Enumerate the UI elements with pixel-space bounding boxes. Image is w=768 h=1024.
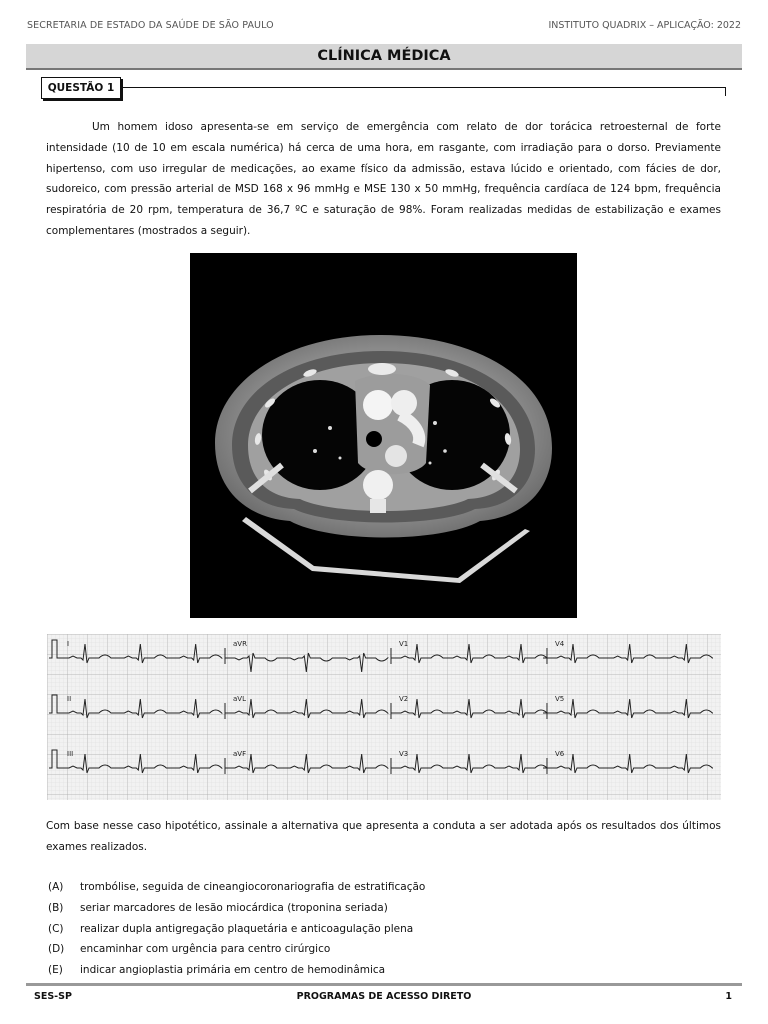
option-text: trombólise, seguida de cineangiocoronariografia de estratificação: [80, 881, 426, 893]
ecg-lead-label: aVL: [233, 695, 246, 703]
ecg-lead-label: III: [67, 750, 74, 758]
question-prompt: Com base nesse caso hipotético, assinale a alternativa que apresenta a conduta a ser adotada após os resultados dos últimos exames realizados.: [46, 820, 721, 853]
option-c[interactable]: [48, 919, 728, 940]
ecg-lead-label: V3: [399, 750, 409, 758]
question-rule: [123, 87, 726, 88]
ecg-tracing-image: [47, 634, 721, 800]
ecg-lead-label: V5: [555, 695, 565, 703]
case-text: Um homem idoso apresenta-se em serviço de emergência com relato de dor torácica retroesternal de forte intensidade (10 de 10 em escala numérica) há cerca de uma hora, em rasgante, com irradiação para o dorso. Previamente hipertenso, com uso irregular de medicações, ao exame físico da admissão, estava lúcido e orientado, com fácies de dor, sudoreico, com pressão arterial de MSD 168 x 96 mmHg e MSE 130 x 50 mmHg, frequência cardíaca de 124 bpm, frequência respiratória de 20 rpm, temperatura de 36,7 ºC e saturação de 98%. Foram realizadas medidas de estabilização e exames complementares (mostrados a seguir).: [46, 121, 721, 237]
option-text: encaminhar com urgência para centro cirúrgico: [80, 943, 331, 956]
option-text: seriar marcadores de lesão miocárdica (troponina seriada): [80, 901, 388, 914]
ct-scan-image: [190, 253, 577, 618]
ecg-lead-label: I: [67, 640, 70, 648]
ecg-lead-label: V4: [555, 640, 565, 648]
option-letter: (C): [48, 922, 64, 935]
ecg-lead-label: V1: [399, 640, 409, 648]
header-institution: SECRETARIA DE ESTADO DA SAÚDE DE SÃO PAULO: [27, 20, 274, 31]
option-a[interactable]: [48, 877, 728, 898]
header-exam-info: INSTITUTO QUADRIX – APLICAÇÃO: 2022: [548, 20, 741, 31]
footer-left: SES-SP: [34, 991, 72, 1002]
option-d[interactable]: [48, 939, 728, 960]
footer-rule: [26, 983, 742, 986]
ecg-lead-label: aVF: [233, 750, 247, 758]
option-text: realizar dupla antigregação plaquetária e anticoagulação plena: [80, 922, 414, 935]
ecg-lead-label: V2: [399, 695, 409, 703]
option-b[interactable]: [48, 898, 728, 919]
ecg-lead-label: V6: [555, 750, 565, 758]
question-rule-tick: [725, 87, 726, 96]
section-title: CLÍNICA MÉDICA: [26, 44, 742, 70]
option-letter: (E): [48, 964, 63, 977]
option-letter: (B): [48, 901, 64, 914]
answer-options: [48, 877, 728, 981]
case-paragraph: [46, 117, 721, 242]
option-letter: (A): [48, 881, 64, 893]
page-number: 1: [725, 991, 732, 1002]
ecg-lead-label: aVR: [233, 640, 247, 648]
option-e[interactable]: [48, 960, 728, 981]
option-letter: (D): [48, 943, 65, 956]
question-label: QUESTÃO 1: [41, 77, 121, 99]
option-text: indicar angioplastia primária em centro de hemodinâmica: [80, 964, 386, 977]
ecg-lead-label: II: [67, 695, 72, 703]
footer-program: PROGRAMAS DE ACESSO DIRETO: [296, 991, 472, 1002]
